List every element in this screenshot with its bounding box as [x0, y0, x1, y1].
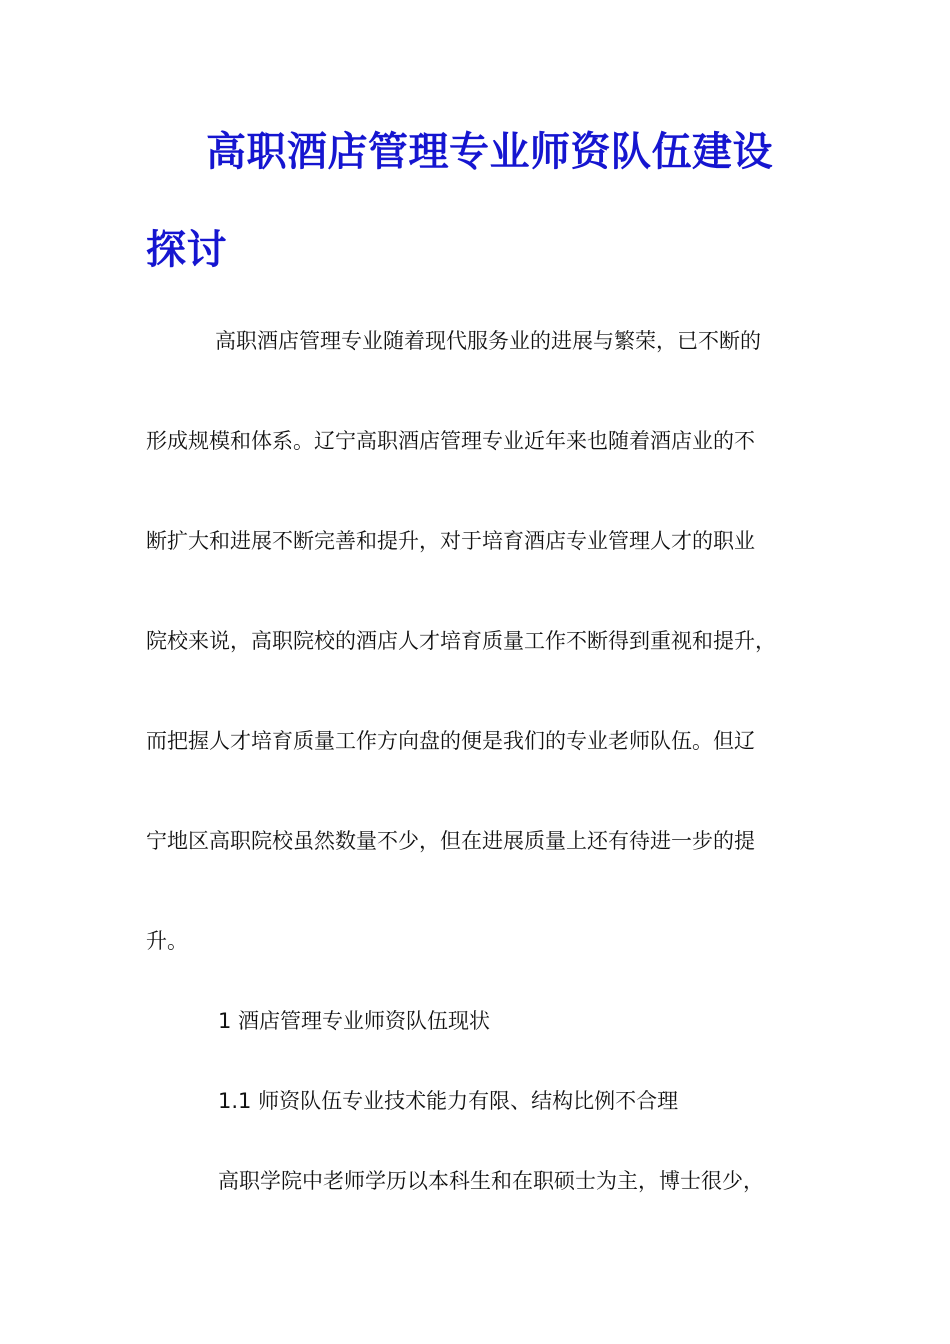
document-title-line-1: 高职酒店管理专业师资队伍建设 — [206, 128, 773, 175]
intro-line-4: 院校来说，高职院校的酒店人才培育质量工作不断得到重视和提升， — [146, 629, 776, 653]
intro-line-7: 升。 — [146, 929, 188, 953]
intro-line-1: 高职酒店管理专业随着现代服务业的进展与繁荣，已不断的 — [215, 329, 761, 353]
intro-line-2: 形成规模和体系。辽宁高职酒店管理专业近年来也随着酒店业的不 — [146, 429, 755, 453]
intro-line-3: 断扩大和进展不断完善和提升，对于培育酒店专业管理人才的职业 — [146, 529, 755, 553]
intro-line-5: 而把握人才培育质量工作方向盘的便是我们的专业老师队伍。但辽 — [146, 729, 755, 753]
section-heading: 1 酒店管理专业师资队伍现状 — [218, 1009, 491, 1033]
intro-line-6: 宁地区高职院校虽然数量不少，但在进展质量上还有待进一步的提 — [146, 829, 755, 853]
document-title-line-2: 探讨 — [146, 226, 227, 273]
paragraph-line-1: 高职学院中老师学历以本科生和在职硕士为主，博士很少， — [218, 1169, 764, 1193]
subsection-heading: 1.1 师资队伍专业技术能力有限、结构比例不合理 — [218, 1089, 679, 1113]
